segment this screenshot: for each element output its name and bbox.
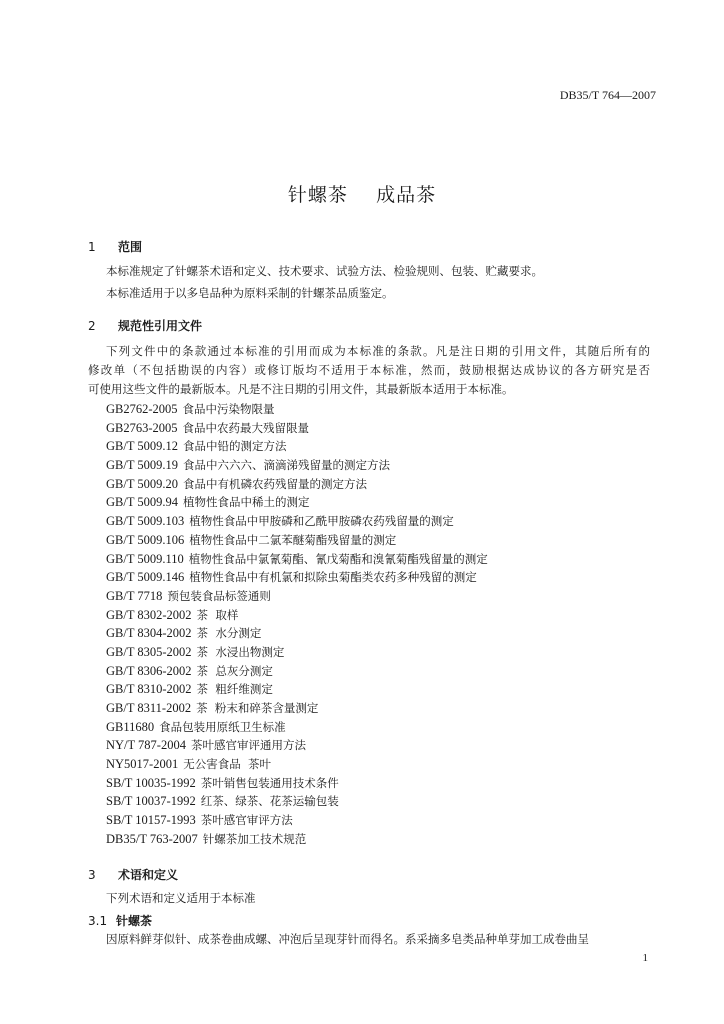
reference-item (106, 792, 488, 811)
reference-name: 植物性食品中甲胺磷和乙酰甲胺磷农药残留量的测定 (189, 514, 454, 529)
reference-item (106, 643, 488, 662)
section-number: 3 (88, 868, 96, 882)
reference-code: GB/T 5009.12 (106, 439, 178, 454)
intro-line: 下列文件中的条款通过本标准的引用而成为本标准的条款。凡是注日期的引用文件，其随后所有的 (106, 344, 650, 358)
reference-name: 无公害食品 茶叶 (183, 757, 272, 772)
standard-code: DB35/T 764—2007 (559, 88, 656, 102)
reference-code: GB/T 8302-2002 (106, 607, 192, 622)
section-1-heading (88, 238, 142, 255)
reference-name: 茶叶感官审评方法 (200, 813, 293, 828)
section-title: 术语和定义 (118, 868, 179, 882)
reference-code: SB/T 10157-1993 (106, 813, 196, 828)
subsection-number: 3.1 (88, 914, 108, 928)
document-title: 针螺茶 成品茶 (287, 184, 437, 206)
reference-item (106, 680, 488, 699)
reference-code: GB2763-2005 (106, 420, 178, 435)
subsection-title: 针螺茶 (116, 914, 153, 928)
reference-code: GB/T 5009.110 (106, 551, 184, 566)
reference-name: 植物性食品中稀土的测定 (183, 495, 310, 510)
reference-item (106, 699, 488, 718)
reference-item (106, 456, 488, 475)
intro-line: 修改单（不包括勘误的内容）或修订版均不适用于本标准，然而，鼓励根据达成协议的各方研究是否 (88, 363, 650, 377)
reference-item (106, 662, 488, 681)
section-1-paragraph: 本标准适用于以多皂品种为原料采制的针螺茶品质鉴定。 (106, 286, 394, 300)
reference-code: GB/T 5009.19 (106, 458, 178, 473)
reference-code: GB/T 5009.103 (106, 514, 185, 529)
reference-name: 食品中农药最大残留限量 (182, 420, 310, 435)
reference-name: 红茶、绿茶、花茶运输包装 (200, 794, 339, 809)
reference-item (106, 774, 488, 793)
reference-code: GB/T 5009.94 (106, 495, 178, 510)
reference-code: GB11680 (106, 719, 155, 734)
reference-item (106, 493, 488, 512)
reference-name: 植物性食品中有机氯和拟除虫菊酯类农药多种残留的测定 (189, 570, 477, 585)
section-title: 规范性引用文件 (118, 319, 203, 333)
reference-code: GB/T 5009.106 (106, 532, 185, 547)
reference-name: 茶叶销售包装通用技术条件 (200, 775, 339, 790)
reference-name: 植物性食品中二氯苯醚菊酯残留量的测定 (189, 532, 397, 547)
reference-item (106, 736, 488, 755)
section-3-paragraph: 下列术语和定义适用于本标准 (106, 891, 256, 905)
reference-code: GB/T 7718 (106, 588, 163, 603)
reference-item (106, 512, 488, 531)
reference-code: SB/T 10037-1992 (106, 794, 196, 809)
intro-line: 可使用这些文件的最新版本。凡是不注日期的引用文件，其最新版本适用于本标准。 (88, 382, 514, 396)
reference-item (106, 587, 488, 606)
page-number: 1 (642, 952, 648, 964)
reference-code: DB35/T 763-2007 (106, 831, 198, 846)
reference-code: GB/T 8306-2002 (106, 663, 192, 678)
reference-item (106, 718, 488, 737)
reference-item (106, 624, 488, 643)
reference-name: 食品中六六六、滴滴涕残留量的测定方法 (183, 458, 390, 473)
reference-code: NY5017-2001 (106, 757, 179, 772)
reference-name: 预包装食品标签通则 (167, 588, 271, 603)
reference-item (106, 437, 488, 456)
reference-item (106, 419, 488, 438)
reference-item (106, 400, 488, 419)
reference-item (106, 550, 488, 569)
reference-code: GB/T 8311-2002 (106, 701, 192, 715)
reference-code: GB/T 5009.20 (106, 476, 178, 491)
reference-item (106, 531, 488, 550)
reference-code: GB/T 8304-2002 (106, 626, 192, 641)
reference-code: GB/T 8305-2002 (106, 644, 192, 659)
section-2-heading (88, 317, 202, 334)
reference-name: 茶 水分测定 (196, 626, 262, 641)
reference-item (106, 568, 488, 587)
reference-name: 食品中有机磷农药残留量的测定方法 (183, 476, 367, 491)
reference-name: 茶 粗纤维测定 (196, 682, 273, 697)
reference-code: GB/T 8310-2002 (106, 682, 192, 697)
subsection-3-1-heading (88, 912, 152, 929)
reference-name: 茶 总灰分测定 (196, 663, 273, 678)
reference-name: 茶 粉末和碎茶含量测定 (196, 701, 319, 715)
reference-name: 针螺茶加工技术规范 (202, 831, 307, 846)
reference-code: GB/T 5009.146 (106, 570, 185, 585)
reference-name: 茶 取样 (196, 607, 239, 622)
reference-item (106, 811, 488, 830)
normative-references-list (106, 400, 488, 849)
reference-item (106, 755, 488, 774)
reference-name: 食品中污染物限量 (182, 402, 275, 416)
section-2-intro (88, 342, 650, 399)
reference-name: 食品包装用原纸卫生标准 (159, 719, 286, 734)
section-1-paragraph: 本标准规定了针螺茶术语和定义、技术要求、试验方法、检验规则、包装、贮藏要求。 (106, 264, 543, 278)
reference-name: 茶叶感官审评通用方法 (190, 738, 306, 753)
reference-name: 植物性食品中氯氰菊酯、氰戊菊酯和溴氰菊酯残留量的测定 (188, 551, 488, 566)
reference-item (106, 475, 488, 494)
reference-name: 食品中铅的测定方法 (183, 439, 287, 454)
reference-name: 茶 水浸出物测定 (196, 644, 285, 659)
section-3-heading (88, 866, 178, 883)
reference-code: NY/T 787-2004 (106, 738, 186, 753)
section-number: 1 (88, 240, 96, 254)
section-title: 范围 (118, 240, 143, 254)
reference-code: GB2762-2005 (106, 402, 178, 416)
reference-code: SB/T 10035-1992 (106, 775, 196, 790)
section-number: 2 (88, 319, 96, 333)
reference-item (106, 606, 488, 625)
reference-item (106, 830, 488, 849)
subsection-3-1-text: 因原料鲜芽似针、成茶卷曲成螺、冲泡后呈现芽针而得名。系采摘多皂类品种单芽加工成卷曲呈 (106, 932, 589, 946)
